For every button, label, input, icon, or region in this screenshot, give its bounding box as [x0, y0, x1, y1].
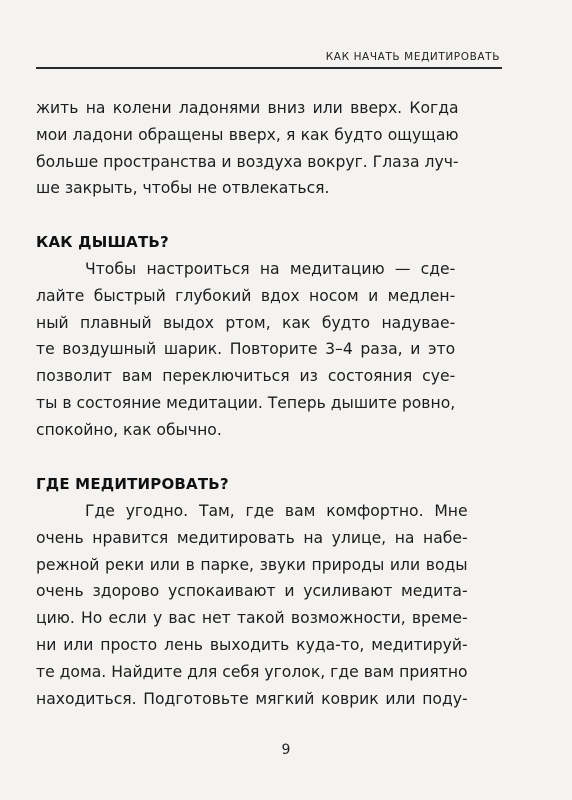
text-line: мои ладони обращены вверх, я как будто ощущаю	[36, 125, 459, 144]
text-line: режной реки или в парке, звуки природы или воды	[36, 555, 468, 574]
text-line: ни или просто лень выходить куда-то, медитируй-	[36, 635, 468, 654]
paragraph-breathing	[36, 256, 455, 444]
text-line: те дома. Найдите для себя уголок, где вам приятно	[36, 662, 468, 681]
paragraph-continuation	[36, 95, 459, 202]
text-line: ше закрыть, чтобы не отвлекаться.	[36, 179, 330, 198]
paragraph-where	[36, 498, 468, 712]
text-line: ный плавный выдох ртом, как будто надувае-	[36, 313, 456, 332]
text-line: очень здорово успокаивают и усиливают медита-	[36, 582, 468, 601]
text-line: позволит вам переключиться из состояния суе-	[36, 367, 456, 386]
text-line: лайте быстрый глубокий вдох носом и медлен-	[36, 286, 456, 305]
page-number: 9	[281, 742, 291, 758]
header-divider	[36, 67, 502, 69]
text-line: жить на колени ладонями вниз или вверх. Когда	[36, 99, 459, 117]
text-line: очень нравится медитировать на улице, на набе-	[36, 528, 468, 547]
text-line: цию. Но если у вас нет такой возможности, време-	[36, 609, 468, 628]
running-title: КАК НАЧАТЬ МЕДИТИРОВАТЬ	[325, 51, 500, 63]
text-line: находиться. Подготовьте мягкий коврик или поду-	[36, 689, 468, 708]
text-line: спокойно, как обычно.	[36, 420, 222, 439]
text-line: те воздушный шарик. Повторите 3–4 раза, и это	[36, 340, 456, 359]
section-heading-breathing: КАК ДЫШАТЬ?	[36, 233, 169, 251]
section-heading-where: ГДЕ МЕДИТИРОВАТЬ?	[36, 475, 229, 493]
text-line: Где угодно. Там, где вам комфортно. Мне	[85, 502, 468, 520]
text-line: больше пространства и воздуха вокруг. Глаза луч-	[36, 152, 459, 171]
text-line: ты в состояние медитации. Теперь дышите ровно,	[36, 393, 456, 412]
text-line: Чтобы настроиться на медитацию — сде-	[85, 260, 456, 278]
